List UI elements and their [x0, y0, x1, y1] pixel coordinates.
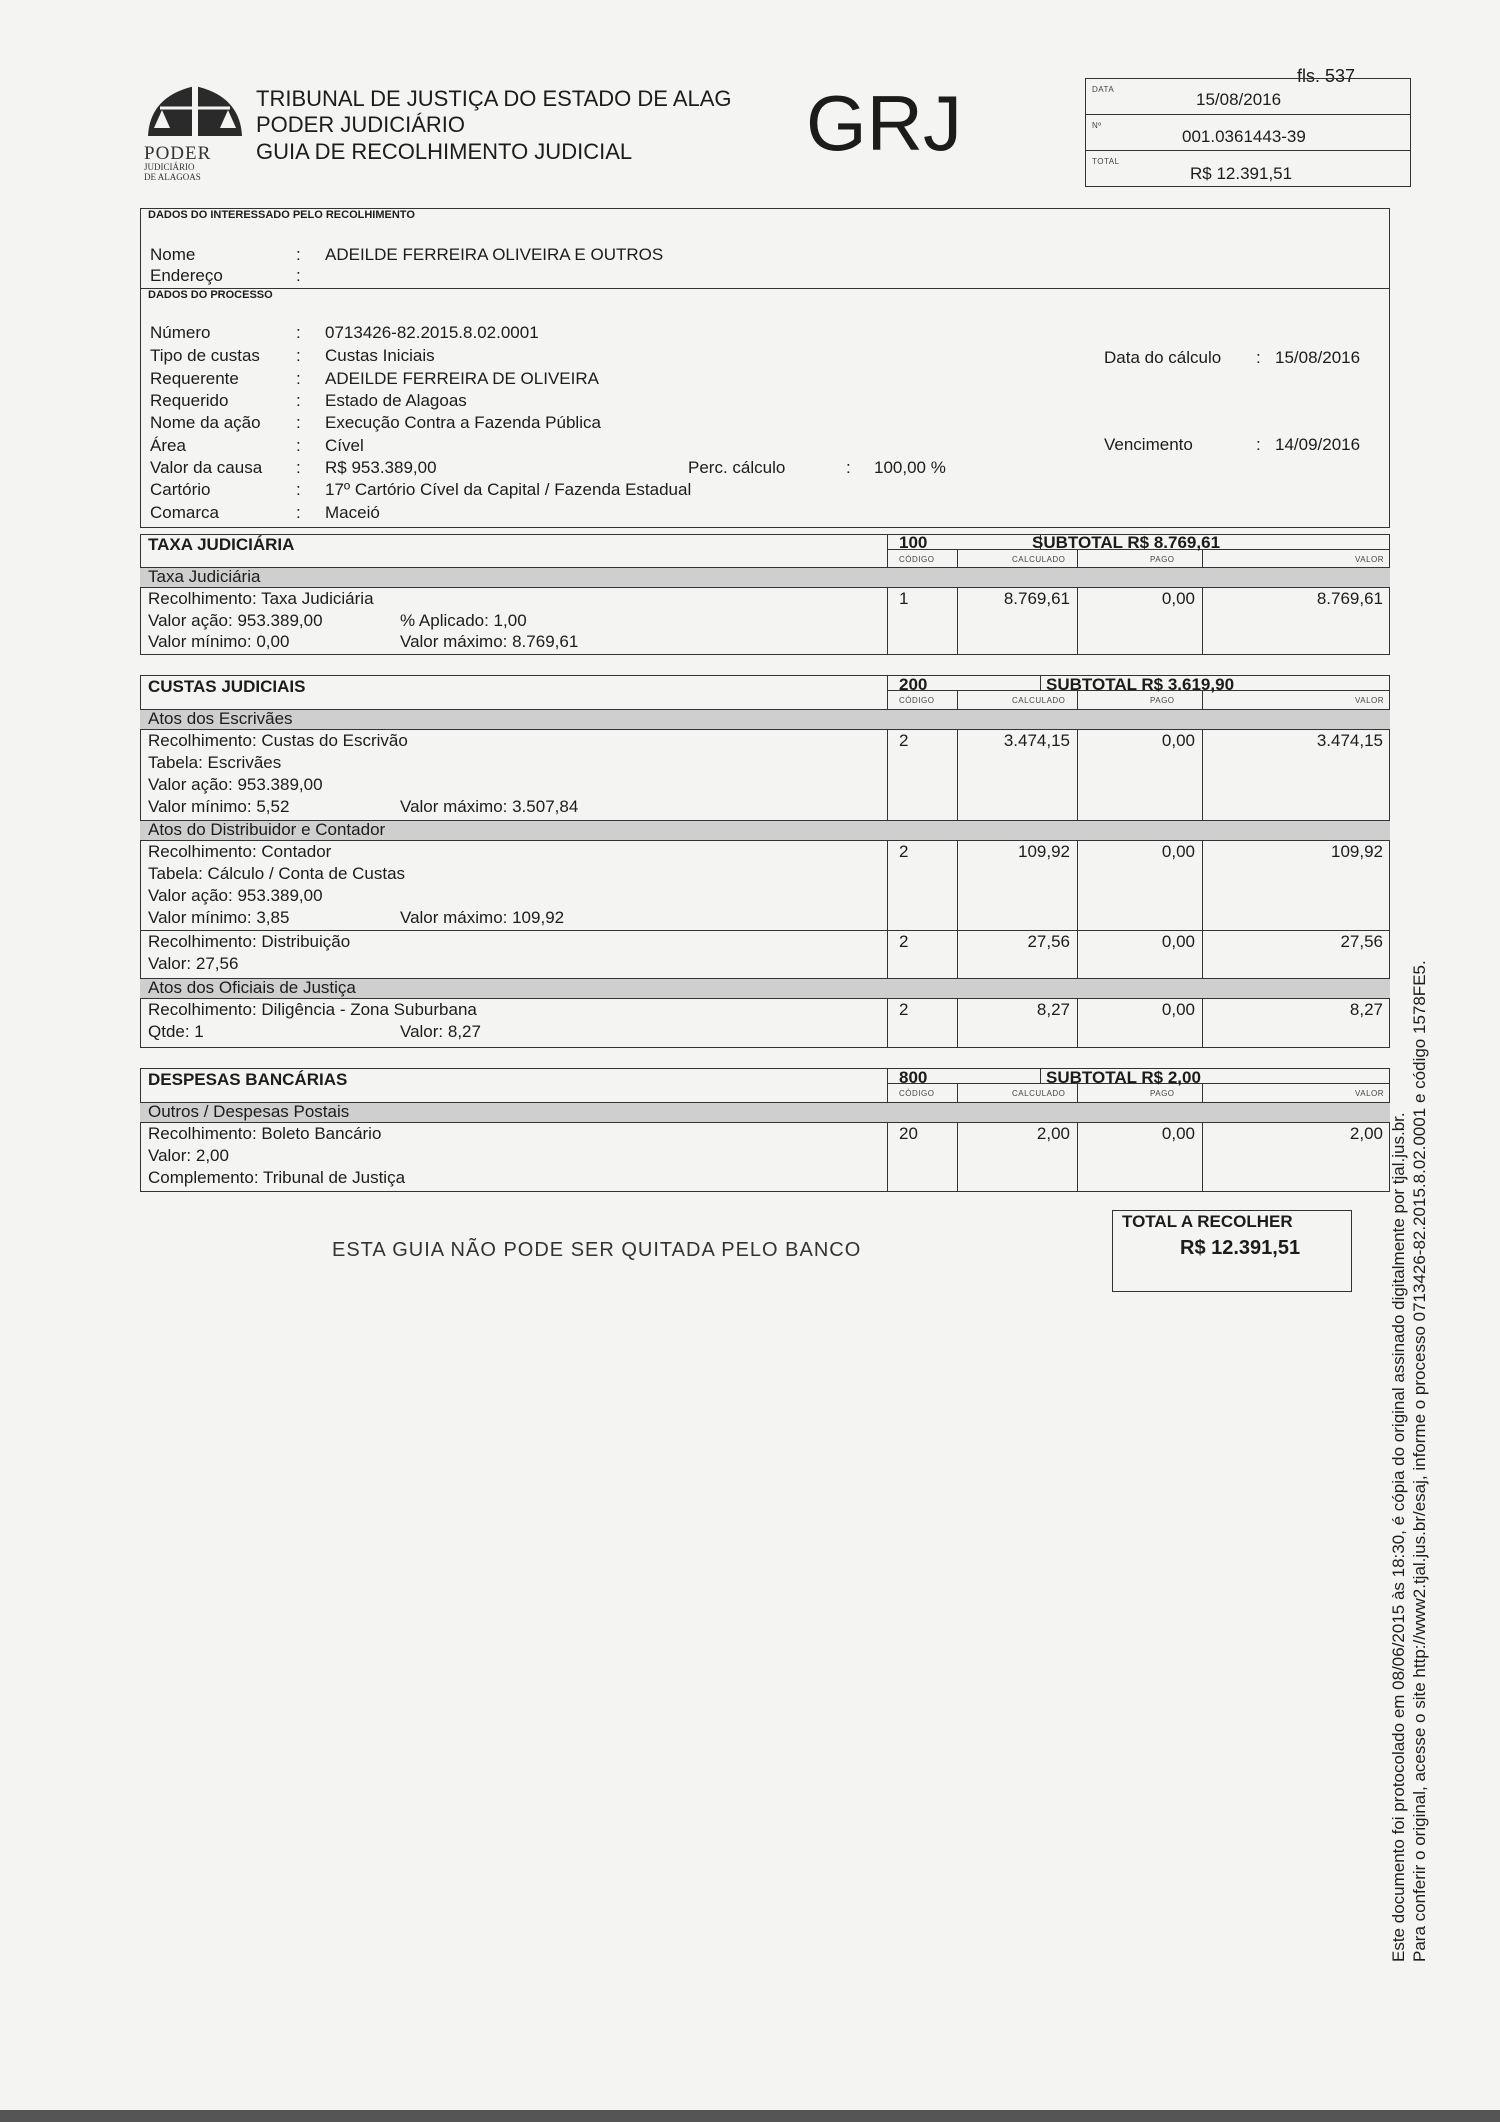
comarca-value: Maceió	[325, 503, 380, 522]
cartorio-label: Cartório	[150, 480, 211, 499]
requerido-value: Estado de Alagoas	[325, 391, 467, 410]
area-label: Área	[150, 436, 186, 455]
despesas-subtotal: SUBTOTAL R$ 2,00	[1046, 1068, 1201, 1087]
requerente-label: Requerente	[150, 369, 239, 388]
causa-value: R$ 953.389,00	[325, 458, 437, 477]
logo-caption-2: JUDICIÁRIO	[144, 162, 195, 172]
nome-value: ADEILDE FERREIRA OLIVEIRA E OUTROS	[325, 245, 664, 264]
perc-label: Perc. cálculo	[688, 458, 786, 477]
perc-value: 100,00 %	[874, 458, 946, 477]
numero-value: 0713426-82.2015.8.02.0001	[325, 323, 539, 342]
number-value: 001.0361443-39	[1182, 127, 1306, 146]
side-stamp-line1: Este documento foi protocolado em 08/06/2015 às 18:30, é cópia do original assinado digitalmente por tjal.jus.br.	[1389, 1112, 1408, 1962]
acao-label: Nome da ação	[150, 413, 261, 432]
nome-label: Nome	[150, 245, 196, 264]
custas-group-escrivaes: Atos dos Escrivães	[148, 709, 293, 728]
area-value: Cível	[325, 436, 364, 455]
numero-label: Número	[150, 323, 211, 342]
custas-code: 200	[899, 675, 928, 694]
total-recolher-label: TOTAL A RECOLHER	[1122, 1212, 1293, 1231]
logo-caption-1: PODER	[144, 143, 212, 164]
taxa-group: Taxa Judiciária	[148, 567, 261, 586]
custas-group-distribuidor: Atos do Distribuidor e Contador	[148, 820, 386, 839]
taxa-subtotal: SUBTOTAL R$ 8.769,61	[1032, 533, 1221, 552]
acao-value: Execução Contra a Fazenda Pública	[325, 413, 601, 432]
scales-of-justice-icon	[140, 78, 250, 148]
interessado-title: DADOS DO INTERESSADO PELO RECOLHIMENTO	[148, 209, 415, 221]
court-name: TRIBUNAL DE JUSTIÇA DO ESTADO DE ALAG	[256, 86, 732, 111]
vencimento-label: Vencimento	[1104, 435, 1193, 454]
comarca-label: Comarca	[150, 503, 219, 522]
logo-caption-3: DE ALAGOAS	[144, 172, 201, 182]
data-calculo-label: Data do cálculo	[1104, 348, 1222, 367]
date-label: DATA	[1092, 85, 1115, 94]
total-recolher-value: R$ 12.391,51	[1180, 1237, 1301, 1259]
requerido-label: Requerido	[150, 391, 229, 410]
taxa-title: TAXA JUDICIÁRIA	[148, 535, 295, 554]
side-stamp-line2: Para conferir o original, acesse o site http://www2.tjal.jus.br/esaj, informe o processo 0713426-82.2015.8.02.0001 e código 1578FE5.	[1410, 960, 1429, 1962]
despesas-group: Outros / Despesas Postais	[148, 1102, 350, 1121]
despesas-code: 800	[899, 1068, 928, 1087]
causa-label: Valor da causa	[150, 458, 263, 477]
page-reference: fls. 537	[1297, 66, 1356, 86]
despesas-title: DESPESAS BANCÁRIAS	[148, 1070, 348, 1089]
custas-subtotal: SUBTOTAL R$ 3.619,90	[1046, 675, 1235, 694]
scan-edge	[0, 2110, 1500, 2122]
document-title: GUIA DE RECOLHIMENTO JUDICIAL	[256, 139, 633, 164]
bank-notice: ESTA GUIA NÃO PODE SER QUITADA PELO BANCO	[332, 1239, 862, 1261]
custas-group-oficiais: Atos dos Oficiais de Justiça	[148, 978, 356, 997]
tipo-label: Tipo de custas	[150, 346, 260, 365]
date-value: 15/08/2016	[1196, 90, 1282, 109]
custas-title: CUSTAS JUDICIAIS	[148, 677, 306, 696]
tipo-value: Custas Iniciais	[325, 346, 435, 365]
taxa-code: 100	[899, 533, 928, 552]
data-calculo-value: 15/08/2016	[1275, 348, 1361, 367]
branch-name: PODER JUDICIÁRIO	[256, 112, 466, 137]
requerente-value: ADEILDE FERREIRA DE OLIVEIRA	[325, 369, 599, 388]
court-logo	[140, 78, 250, 183]
number-label: Nº	[1092, 121, 1102, 130]
total-label: TOTAL	[1092, 157, 1120, 166]
total-value: R$ 12.391,51	[1190, 164, 1293, 183]
grj-heading: GRJ	[806, 79, 962, 167]
vencimento-value: 14/09/2016	[1275, 435, 1361, 454]
endereco-label: Endereço	[150, 266, 223, 285]
cartorio-value: 17º Cartório Cível da Capital / Fazenda Estadual	[325, 480, 692, 499]
processo-title: DADOS DO PROCESSO	[148, 289, 273, 301]
